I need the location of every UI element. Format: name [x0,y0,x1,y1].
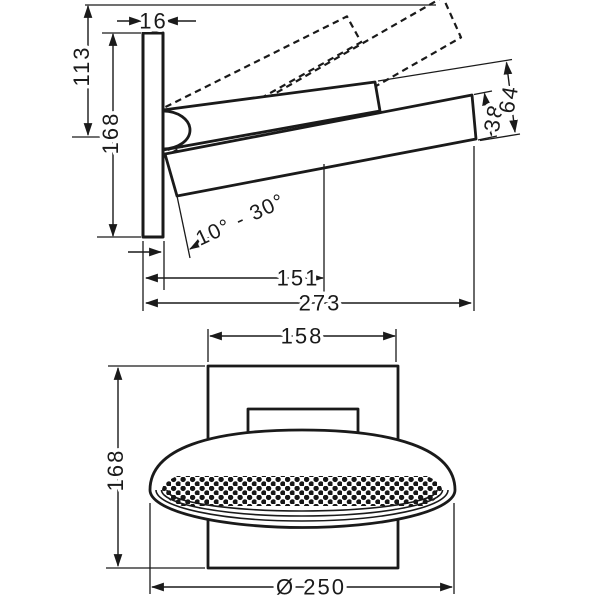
front-view [103,324,455,600]
dim-16-label: 16 [139,8,168,34]
dim-plate-height-side [97,33,141,237]
spray-nozzle-field [162,476,443,506]
dim-273-label: 273 [298,290,342,316]
dim-168-front-label: 168 [103,448,128,492]
wall-plate-side [143,33,163,237]
dim-plate-width [208,324,396,363]
dim-plate-thickness [117,9,196,34]
dim-158-label: 158 [280,323,324,349]
dim-113-label: 113 [69,45,94,87]
side-view [69,0,523,316]
dim-64-label: 64 [493,82,524,116]
dim-151-label: 151 [276,265,320,291]
dim-angle-label: 10° - 30° [192,189,289,251]
dim-38-label: 38 [478,101,509,134]
dim-168-side-label: 168 [98,111,123,155]
dim-250-label: Ø 250 [276,574,346,600]
